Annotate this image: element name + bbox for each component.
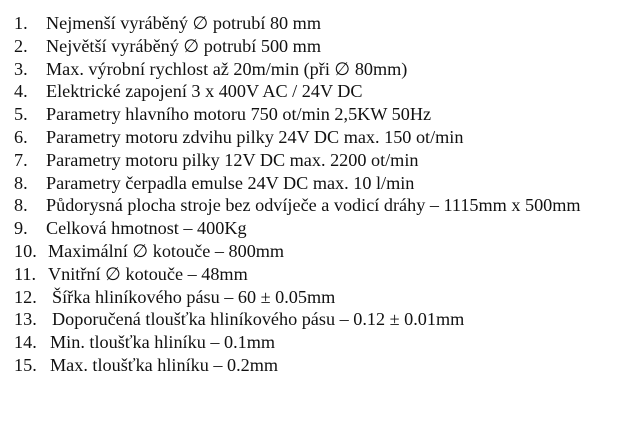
spec-text: Max. výrobní rychlost až 20m/min (při ∅ 80mm) <box>46 58 408 79</box>
spec-text: Min. tloušťka hliníku – 0.1mm <box>50 332 276 353</box>
spec-list <box>0 12 640 377</box>
spec-number: 10. <box>14 240 37 261</box>
spec-item <box>0 126 640 149</box>
spec-text: Nejmenší vyráběný ∅ potrubí 80 mm <box>46 13 321 33</box>
spec-text: Parametry motoru pilky 12V DC max. 2200 ot/min <box>46 149 419 170</box>
spec-item <box>0 149 640 172</box>
spec-text: Elektrické zapojení 3 x 400V AC / 24V DC <box>46 81 363 102</box>
spec-text: Největší vyráběný ∅ potrubí 500 mm <box>46 35 321 56</box>
spec-number: 11. <box>14 263 37 284</box>
spec-item <box>0 12 640 35</box>
spec-text: Celková hmotnost – 400Kg <box>46 218 247 239</box>
spec-number: 8. <box>14 195 28 216</box>
spec-text: Max. tloušťka hliníku – 0.2mm <box>50 354 279 375</box>
spec-item <box>0 58 640 81</box>
spec-number: 12. <box>14 286 37 307</box>
spec-item <box>0 80 640 103</box>
spec-item <box>0 354 640 377</box>
spec-item <box>0 331 640 354</box>
spec-item <box>0 240 640 263</box>
spec-number: 4. <box>14 81 28 102</box>
spec-item <box>0 103 640 126</box>
spec-text: Vnitřní ∅ kotouče – 48mm <box>48 263 248 284</box>
spec-item <box>0 172 640 195</box>
spec-text: Šířka hliníkového pásu – 60 ± 0.05mm <box>52 286 336 307</box>
spec-number: 1. <box>14 13 28 33</box>
spec-text: Půdorysná plocha stroje bez odvíječe a vodicí dráhy – 1115mm x 500mm <box>46 195 581 216</box>
spec-text: Parametry hlavního motoru 750 ot/min 2,5KW 50Hz <box>46 104 432 125</box>
spec-number: 5. <box>14 104 28 125</box>
spec-number: 8. <box>14 172 28 193</box>
spec-text: Maximální ∅ kotouče – 800mm <box>48 240 285 261</box>
spec-item <box>0 35 640 58</box>
spec-item <box>0 194 640 217</box>
spec-text: Parametry motoru zdvihu pilky 24V DC max. 150 ot/min <box>46 126 464 147</box>
spec-item <box>0 217 640 240</box>
spec-text: Parametry čerpadla emulse 24V DC max. 10 l/min <box>46 172 415 193</box>
spec-number: 2. <box>14 35 28 56</box>
spec-number: 3. <box>14 58 28 79</box>
spec-item <box>0 308 640 331</box>
spec-number: 13. <box>14 309 37 330</box>
spec-item <box>0 286 640 309</box>
spec-number: 6. <box>14 126 28 147</box>
spec-number: 9. <box>14 218 28 239</box>
spec-number: 14. <box>14 332 37 353</box>
spec-text: Doporučená tloušťka hliníkového pásu – 0.12 ± 0.01mm <box>52 309 465 330</box>
spec-number: 7. <box>14 149 28 170</box>
spec-item <box>0 263 640 286</box>
spec-number: 15. <box>14 354 37 375</box>
